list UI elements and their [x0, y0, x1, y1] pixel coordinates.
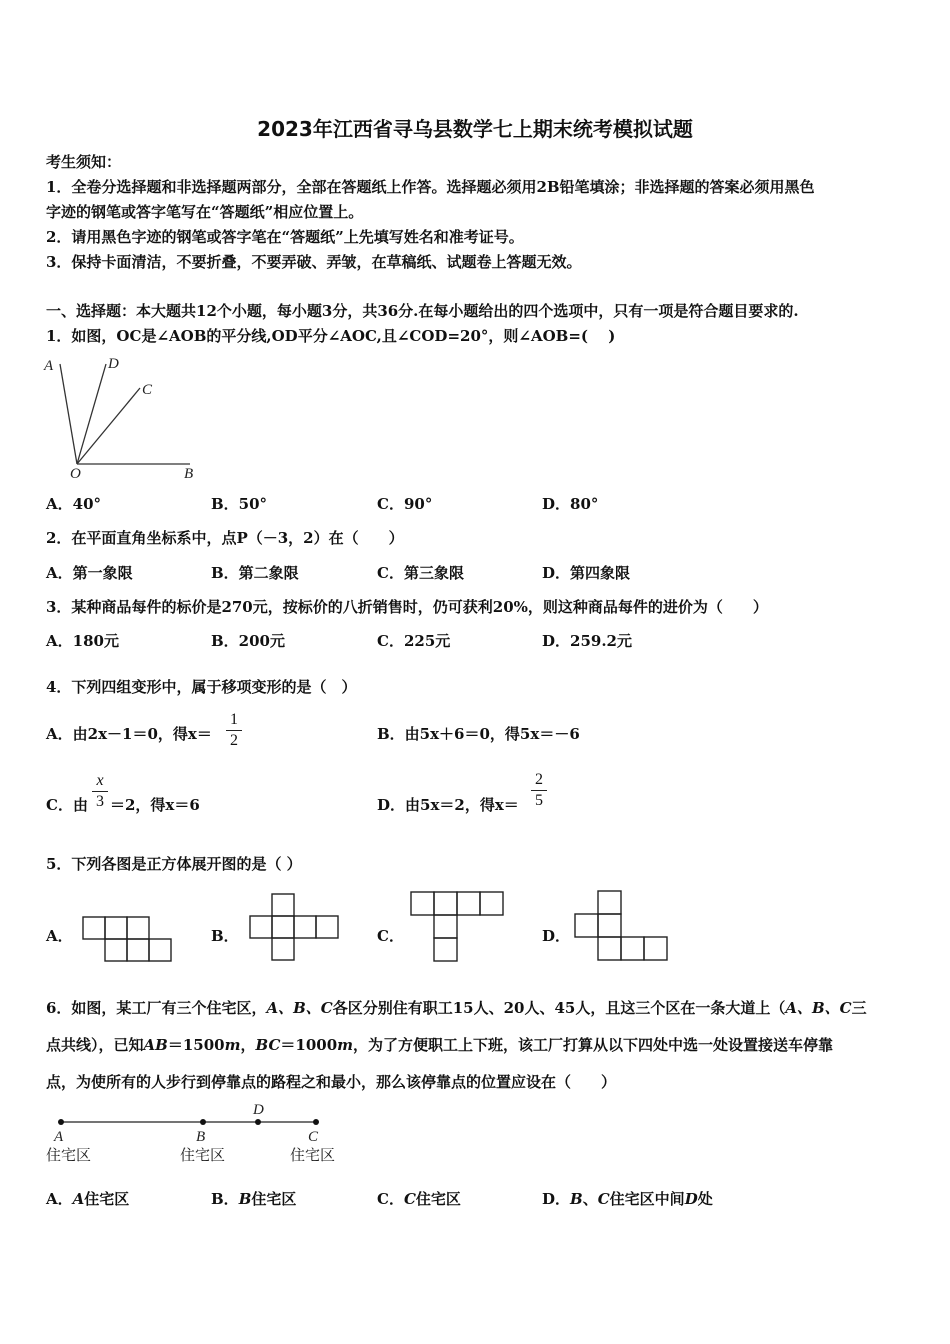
q6-label-a: A: [54, 1129, 64, 1145]
q5-option-c[interactable]: C．: [377, 927, 404, 945]
q5-net-b: [248, 893, 342, 965]
q4-stem: 4．下列四组变形中，属于移项变形的是（ ）: [46, 678, 357, 696]
q5-option-d[interactable]: D．: [542, 927, 571, 945]
q3-stem: 3．某种商品每件的标价是270元，按标价的八折销售时，仍可获利20%，则这种商品每件的进价为（ ）: [46, 598, 768, 616]
fraction-numerator: 1: [230, 711, 238, 728]
q5-option-a[interactable]: A．: [46, 927, 73, 945]
fraction-numerator: x: [96, 772, 104, 789]
q3-option-a[interactable]: A．180元: [46, 632, 119, 650]
q6-option-d[interactable]: D．B、C住宅区中间D处: [542, 1190, 713, 1208]
q2-option-a[interactable]: A．第一象限: [46, 564, 133, 582]
q4-option-c-prefix[interactable]: C．由: [46, 796, 88, 814]
q6-road-figure: [40, 1098, 360, 1170]
q5-option-b[interactable]: B．: [211, 927, 239, 945]
q1-label-o: O: [70, 466, 81, 482]
q6-stem-line-2: 点共线），已知AB＝1500m，BC＝1000m，为了方便职工上下班，该工厂打算从以下四处中选一处设置接送车停靠: [46, 1036, 834, 1054]
q6-option-b[interactable]: B．B住宅区: [211, 1190, 297, 1208]
q6-zone-c: 住宅区: [290, 1146, 336, 1164]
q4-option-a[interactable]: A．由2x－1＝0，得x＝: [46, 725, 212, 743]
q3-option-d[interactable]: D．259.2元: [542, 632, 632, 650]
q1-option-a[interactable]: A．40°: [46, 495, 102, 513]
fraction-bar: [226, 730, 242, 731]
q6-stem-line-3: 点，为使所有的人步行到停靠点的路程之和最小，那么该停靠点的位置应设在（ ）: [46, 1073, 617, 1091]
q6-zone-a: 住宅区: [46, 1146, 92, 1164]
q6-zone-b: 住宅区: [180, 1146, 226, 1164]
q4-option-a-fraction: [226, 711, 242, 750]
fraction-denominator: 3: [96, 793, 104, 810]
q5-stem: 5．下列各图是正方体展开图的是（ ）: [46, 855, 302, 873]
q1-stem: 1．如图，OC是∠AOB的平分线,OD平分∠AOC,且∠COD=20°，则∠AOB=( ): [46, 327, 616, 345]
q1-label-c: C: [142, 382, 153, 398]
q4-option-c-suffix[interactable]: ＝2，得x＝6: [110, 796, 200, 814]
section-heading: 一、选择题：本大题共12个小题，每小题3分，共36分.在每小题给出的四个选项中，只有一项是符合题目要求的.: [46, 302, 799, 320]
fraction-bar: [531, 790, 547, 791]
q1-option-c[interactable]: C．90°: [377, 495, 433, 513]
q6-label-d: D: [253, 1102, 264, 1118]
q5-net-d: [574, 890, 670, 962]
page-title: 2023年江西省寻乌县数学七上期末统考模拟试题: [257, 117, 693, 141]
notice-item-3: 3．保持卡面清洁，不要折叠，不要弄破、弄皱，在草稿纸、试题卷上答题无效。: [46, 253, 582, 271]
q2-option-c[interactable]: C．第三象限: [377, 564, 464, 582]
q1-label-b: B: [184, 466, 194, 482]
q1-option-b[interactable]: B．50°: [211, 495, 268, 513]
fraction-denominator: 5: [535, 792, 543, 809]
q5-net-c: [410, 891, 506, 963]
q6-option-a[interactable]: A．A住宅区: [46, 1190, 130, 1208]
q1-label-a: A: [44, 358, 54, 374]
q2-stem: 2．在平面直角坐标系中，点P（－3，2）在（ ）: [46, 529, 404, 547]
q2-option-d[interactable]: D．第四象限: [542, 564, 631, 582]
fraction-numerator: 2: [535, 771, 543, 788]
q3-option-c[interactable]: C．225元: [377, 632, 451, 650]
q6-stem-line-1: 6．如图，某工厂有三个住宅区，A、B、C各区分别住有职工15人、20人、45人，且这三个区在一条大道上（A、B、C三: [46, 999, 867, 1017]
q4-option-d-fraction: [531, 771, 547, 810]
notice-heading: 考生须知：: [46, 153, 122, 171]
q6-option-c[interactable]: C．C住宅区: [377, 1190, 461, 1208]
q2-option-b[interactable]: B．第二象限: [211, 564, 299, 582]
q3-option-b[interactable]: B．200元: [211, 632, 285, 650]
notice-item-1-cont: 字迹的钢笔或答字笔写在“答题纸”相应位置上。: [46, 203, 364, 221]
q1-option-d[interactable]: D．80°: [542, 495, 599, 513]
notice-item-2: 2．请用黑色字迹的钢笔或答字笔在“答题纸”上先填写姓名和准考证号。: [46, 228, 524, 246]
q6-label-c: C: [308, 1129, 319, 1145]
q4-option-b[interactable]: B．由5x＋6＝0，得5x＝－6: [377, 725, 580, 743]
notice-item-1: 1．全卷分选择题和非选择题两部分，全部在答题纸上作答。选择题必须用2B铅笔填涂；非选择题的答案必须用黑色: [46, 178, 815, 196]
q6-label-b: B: [196, 1129, 206, 1145]
q1-label-d: D: [108, 356, 119, 372]
q4-option-d[interactable]: D．由5x＝2，得x＝: [377, 796, 519, 814]
q5-net-a: [82, 916, 174, 964]
fraction-bar: [92, 791, 108, 792]
q4-option-c-fraction: [92, 772, 108, 811]
fraction-denominator: 2: [230, 732, 238, 749]
q1-angle-figure: [40, 352, 210, 482]
